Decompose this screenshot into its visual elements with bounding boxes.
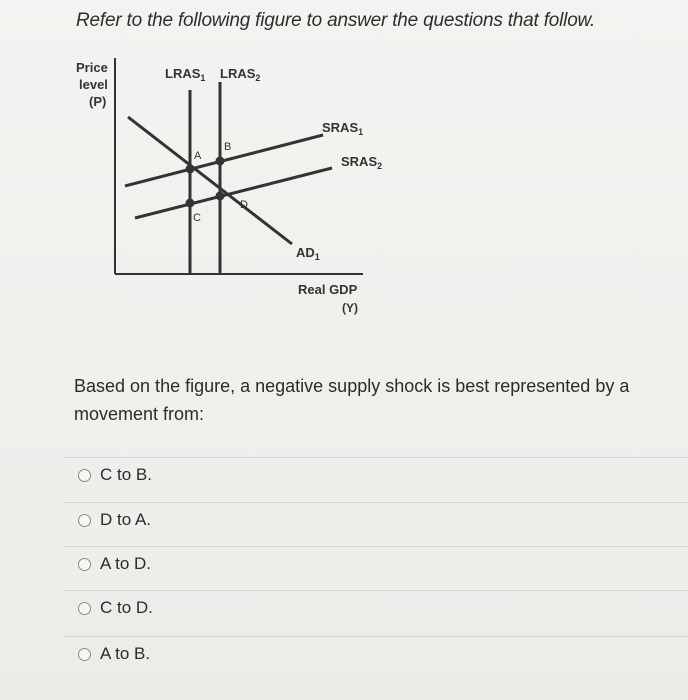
point-d-marker [216, 192, 225, 201]
option-label: A to D. [100, 554, 152, 573]
point-c-marker [186, 199, 195, 208]
sras2-text: SRAS [341, 154, 378, 169]
y-axis-label-line-1: Price [76, 60, 108, 75]
option-a-to-b[interactable] [78, 642, 150, 666]
lras1-sub: 1 [200, 73, 206, 83]
radio-icon[interactable] [78, 469, 91, 482]
sras1-label [322, 120, 363, 137]
point-a-label: A [194, 150, 202, 162]
y-axis-label-line-2: level [79, 77, 108, 92]
divider [64, 502, 688, 503]
sras1-text: SRAS [322, 120, 359, 135]
point-b-label: B [224, 141, 232, 153]
ad1-line [128, 117, 292, 244]
option-label: A to B. [100, 644, 151, 663]
economics-figure [60, 52, 390, 322]
radio-icon[interactable] [78, 602, 91, 615]
divider [64, 590, 688, 591]
sras1-sub: 1 [358, 127, 364, 137]
sras2-label [341, 154, 382, 171]
lras2-label [220, 66, 260, 83]
radio-icon[interactable] [78, 648, 91, 661]
lras2-text: LRAS [220, 66, 256, 81]
lras1-text: LRAS [165, 66, 201, 81]
option-label: C to D. [100, 598, 153, 617]
question-text: Based on the figure, a negative supply shock is best represented by a movement from: [74, 376, 630, 424]
sras2-sub: 2 [377, 161, 383, 171]
option-c-to-d[interactable] [78, 596, 153, 620]
x-axis-label-line-1: Real GDP [298, 282, 358, 297]
option-c-to-b[interactable] [78, 463, 152, 487]
radio-icon[interactable] [78, 558, 91, 571]
ad1-text: AD [296, 245, 315, 260]
y-axis-label-line-3: (P) [89, 94, 107, 109]
x-axis-label-line-2: (Y) [342, 301, 358, 315]
divider [64, 636, 688, 637]
intro-text: Refer to the following figure to answer the questions that follow. [76, 10, 596, 31]
ad1-label [296, 245, 320, 262]
lras2-sub: 2 [255, 73, 261, 83]
radio-icon[interactable] [78, 514, 91, 527]
point-a-marker [186, 165, 195, 174]
point-b-marker [216, 157, 225, 166]
figure-svg [60, 52, 390, 322]
option-label: D to A. [100, 510, 152, 529]
ad1-sub: 1 [314, 252, 320, 262]
point-c-label: C [193, 212, 201, 224]
option-label: C to B. [100, 465, 152, 484]
lras1-label [165, 66, 205, 83]
option-a-to-d[interactable] [78, 552, 151, 576]
point-d-label: D [240, 199, 248, 211]
divider [64, 546, 688, 547]
divider [64, 457, 688, 458]
option-d-to-a[interactable] [78, 508, 151, 532]
